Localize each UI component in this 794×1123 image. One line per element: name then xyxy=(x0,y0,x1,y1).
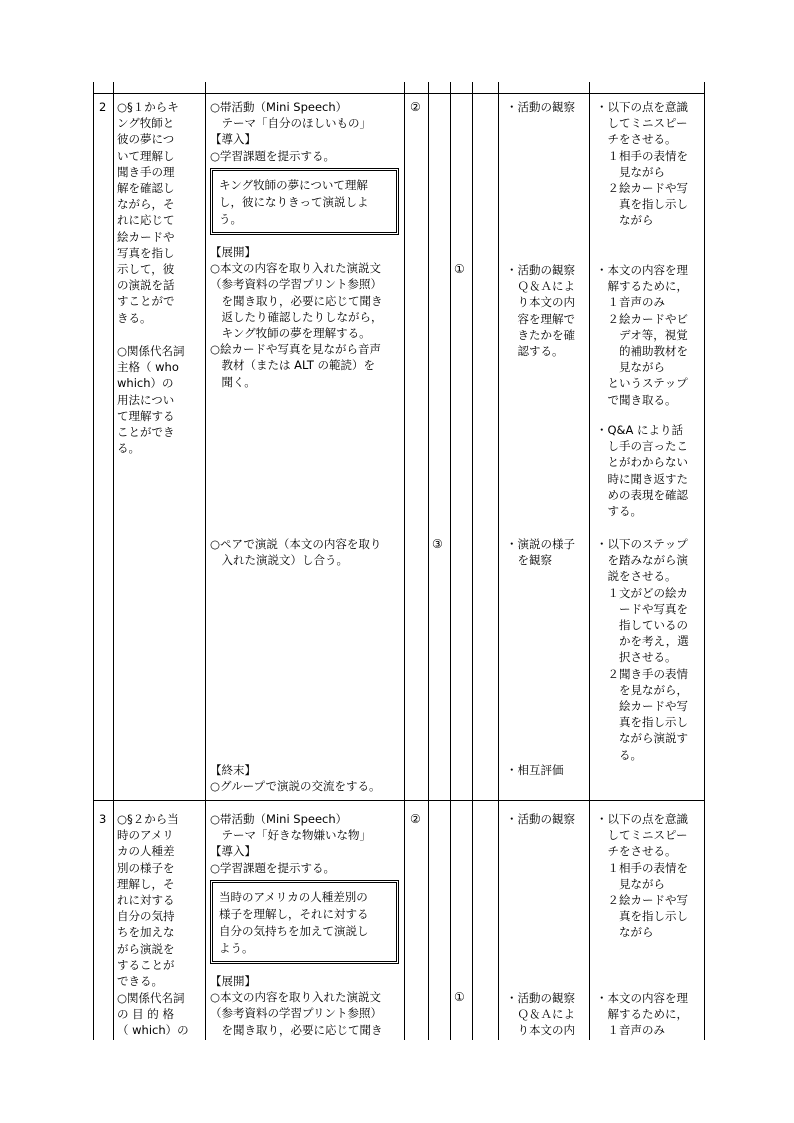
evaluation-method: ・活動の観察 Ｑ＆Ａによ り本文の内 容を理解で きたかを確 認する。 xyxy=(506,263,575,359)
col-border-m3 xyxy=(472,82,473,1040)
row-divider-middle xyxy=(93,800,704,801)
col-border-m4 xyxy=(498,82,499,1040)
col-border-no xyxy=(113,82,114,1040)
teaching-notes: ・以下の点を意識 してミニスピー チをさせる。 １相手の表情を 見ながら ２絵カードや写 真を指し示し ながら xyxy=(596,812,688,940)
goal-text: ○§１からキ ング牧師と 彼の夢につ いて理解し 聞き手の理 解を確認し ながら，そ れに応じて 絵カードや 写真を指し 示して，彼 の演説を話 すことがで きる。 xyxy=(117,100,179,325)
eval-mark: ① xyxy=(454,990,465,1004)
evaluation-method: ・活動の観察 xyxy=(506,812,575,826)
evaluation-method: ・演説の様子 を観察 xyxy=(506,537,575,568)
eval-mark: ③ xyxy=(432,537,443,551)
col-border-m1 xyxy=(428,82,429,1040)
teaching-notes: ・以下の点を意識 してミニスピー チをさせる。 １相手の表情を 見ながら ２絵カードや写 真を指し示し ながら xyxy=(596,100,688,228)
activity-pair-speech: ○ペアで演説（本文の内容を取り 入れた演説文）し合う。 xyxy=(210,537,382,568)
teaching-notes: ・本文の内容を理 解するために， １音声のみ ２絵カードやビ デオ等，視覚 的補助教材を 見ながら というステップ で聞き取る。 xyxy=(596,263,688,407)
activity-development: 【展開】 ○本文の内容を取り入れた演説文 （参考資料の学習プリント参照） を聞き取り，必要に応じて聞き 返したり確認したりしながら， キング牧師の夢を理解する。 ○絵カードや写真を見ながら音声 教材（または ALT の範読）を 聞く。 xyxy=(210,245,383,389)
activity-development: 【展開】 ○本文の内容を取り入れた演説文 （参考資料の学習プリント参照） を聞き取り，必要に応じて聞き xyxy=(210,974,383,1037)
eval-mark: ① xyxy=(454,262,465,276)
goal-grammar-text: ○関係代名詞 の 目 的 格 （ which）の xyxy=(117,991,189,1038)
row-divider-top xyxy=(93,93,704,94)
row-number: 3 xyxy=(99,812,107,826)
col-border-goal xyxy=(205,82,206,1040)
col-border-eval xyxy=(589,82,590,1040)
row-number: 2 xyxy=(99,100,107,114)
col-border-left xyxy=(93,82,94,1040)
goal-grammar-text: ○関係代名詞 主格（ who which）の 用法につい て理解する ことができ る。 xyxy=(117,344,185,456)
evaluation-method: ・相互評価 xyxy=(506,763,564,777)
col-border-activity xyxy=(404,82,405,1040)
activity-intro: ○帯活動（Mini Speech） テーマ「好きな物嫌いな物」 【導入】 ○学習課題を提示する。 xyxy=(210,812,371,875)
teaching-notes: ・本文の内容を理 解するために， １音声のみ xyxy=(596,991,688,1038)
activity-intro: ○帯活動（Mini Speech） テーマ「自分のほしいもの」 【導入】 ○学習課題を提示する。 xyxy=(210,100,371,163)
evaluation-method: ・活動の観察 xyxy=(506,100,575,114)
col-border-m2 xyxy=(450,82,451,1040)
col-border-right xyxy=(704,82,705,1040)
learning-task-box: キング牧師の夢について理解 し，彼になりきって演説しよ う。 xyxy=(210,168,399,235)
learning-task-box: 当時のアメリカの人種差別の 様子を理解し，それに対する 自分の気持ちを加えて演説し よう。 xyxy=(210,880,399,964)
eval-mark: ② xyxy=(410,812,421,826)
goal-text: ○§２から当 時のアメリ カの人種差 別の様子を 理解し，そ れに対する 自分の気持 ちを加えな がら演説を することが できる。 xyxy=(117,812,179,989)
teaching-notes: ・Q&A により話 し手の言ったこ とがわからない 時に聞き返すた めの表現を確認 する。 xyxy=(596,423,688,519)
teaching-notes: ・以下のステップ を踏みながら演 説をさせる。 １文がどの絵カ ードや写真を 指しているの かを考え，選 択させる。 ２聞き手の表情 を見ながら， 絵カードや写 真を指し示し ながら演説す る。 xyxy=(596,537,689,762)
eval-mark: ② xyxy=(410,100,421,114)
activity-closing: 【終末】 ○グループで演説の交流をする。 xyxy=(210,763,381,794)
evaluation-method: ・活動の観察 Ｑ＆Ａによ り本文の内 xyxy=(506,991,575,1038)
